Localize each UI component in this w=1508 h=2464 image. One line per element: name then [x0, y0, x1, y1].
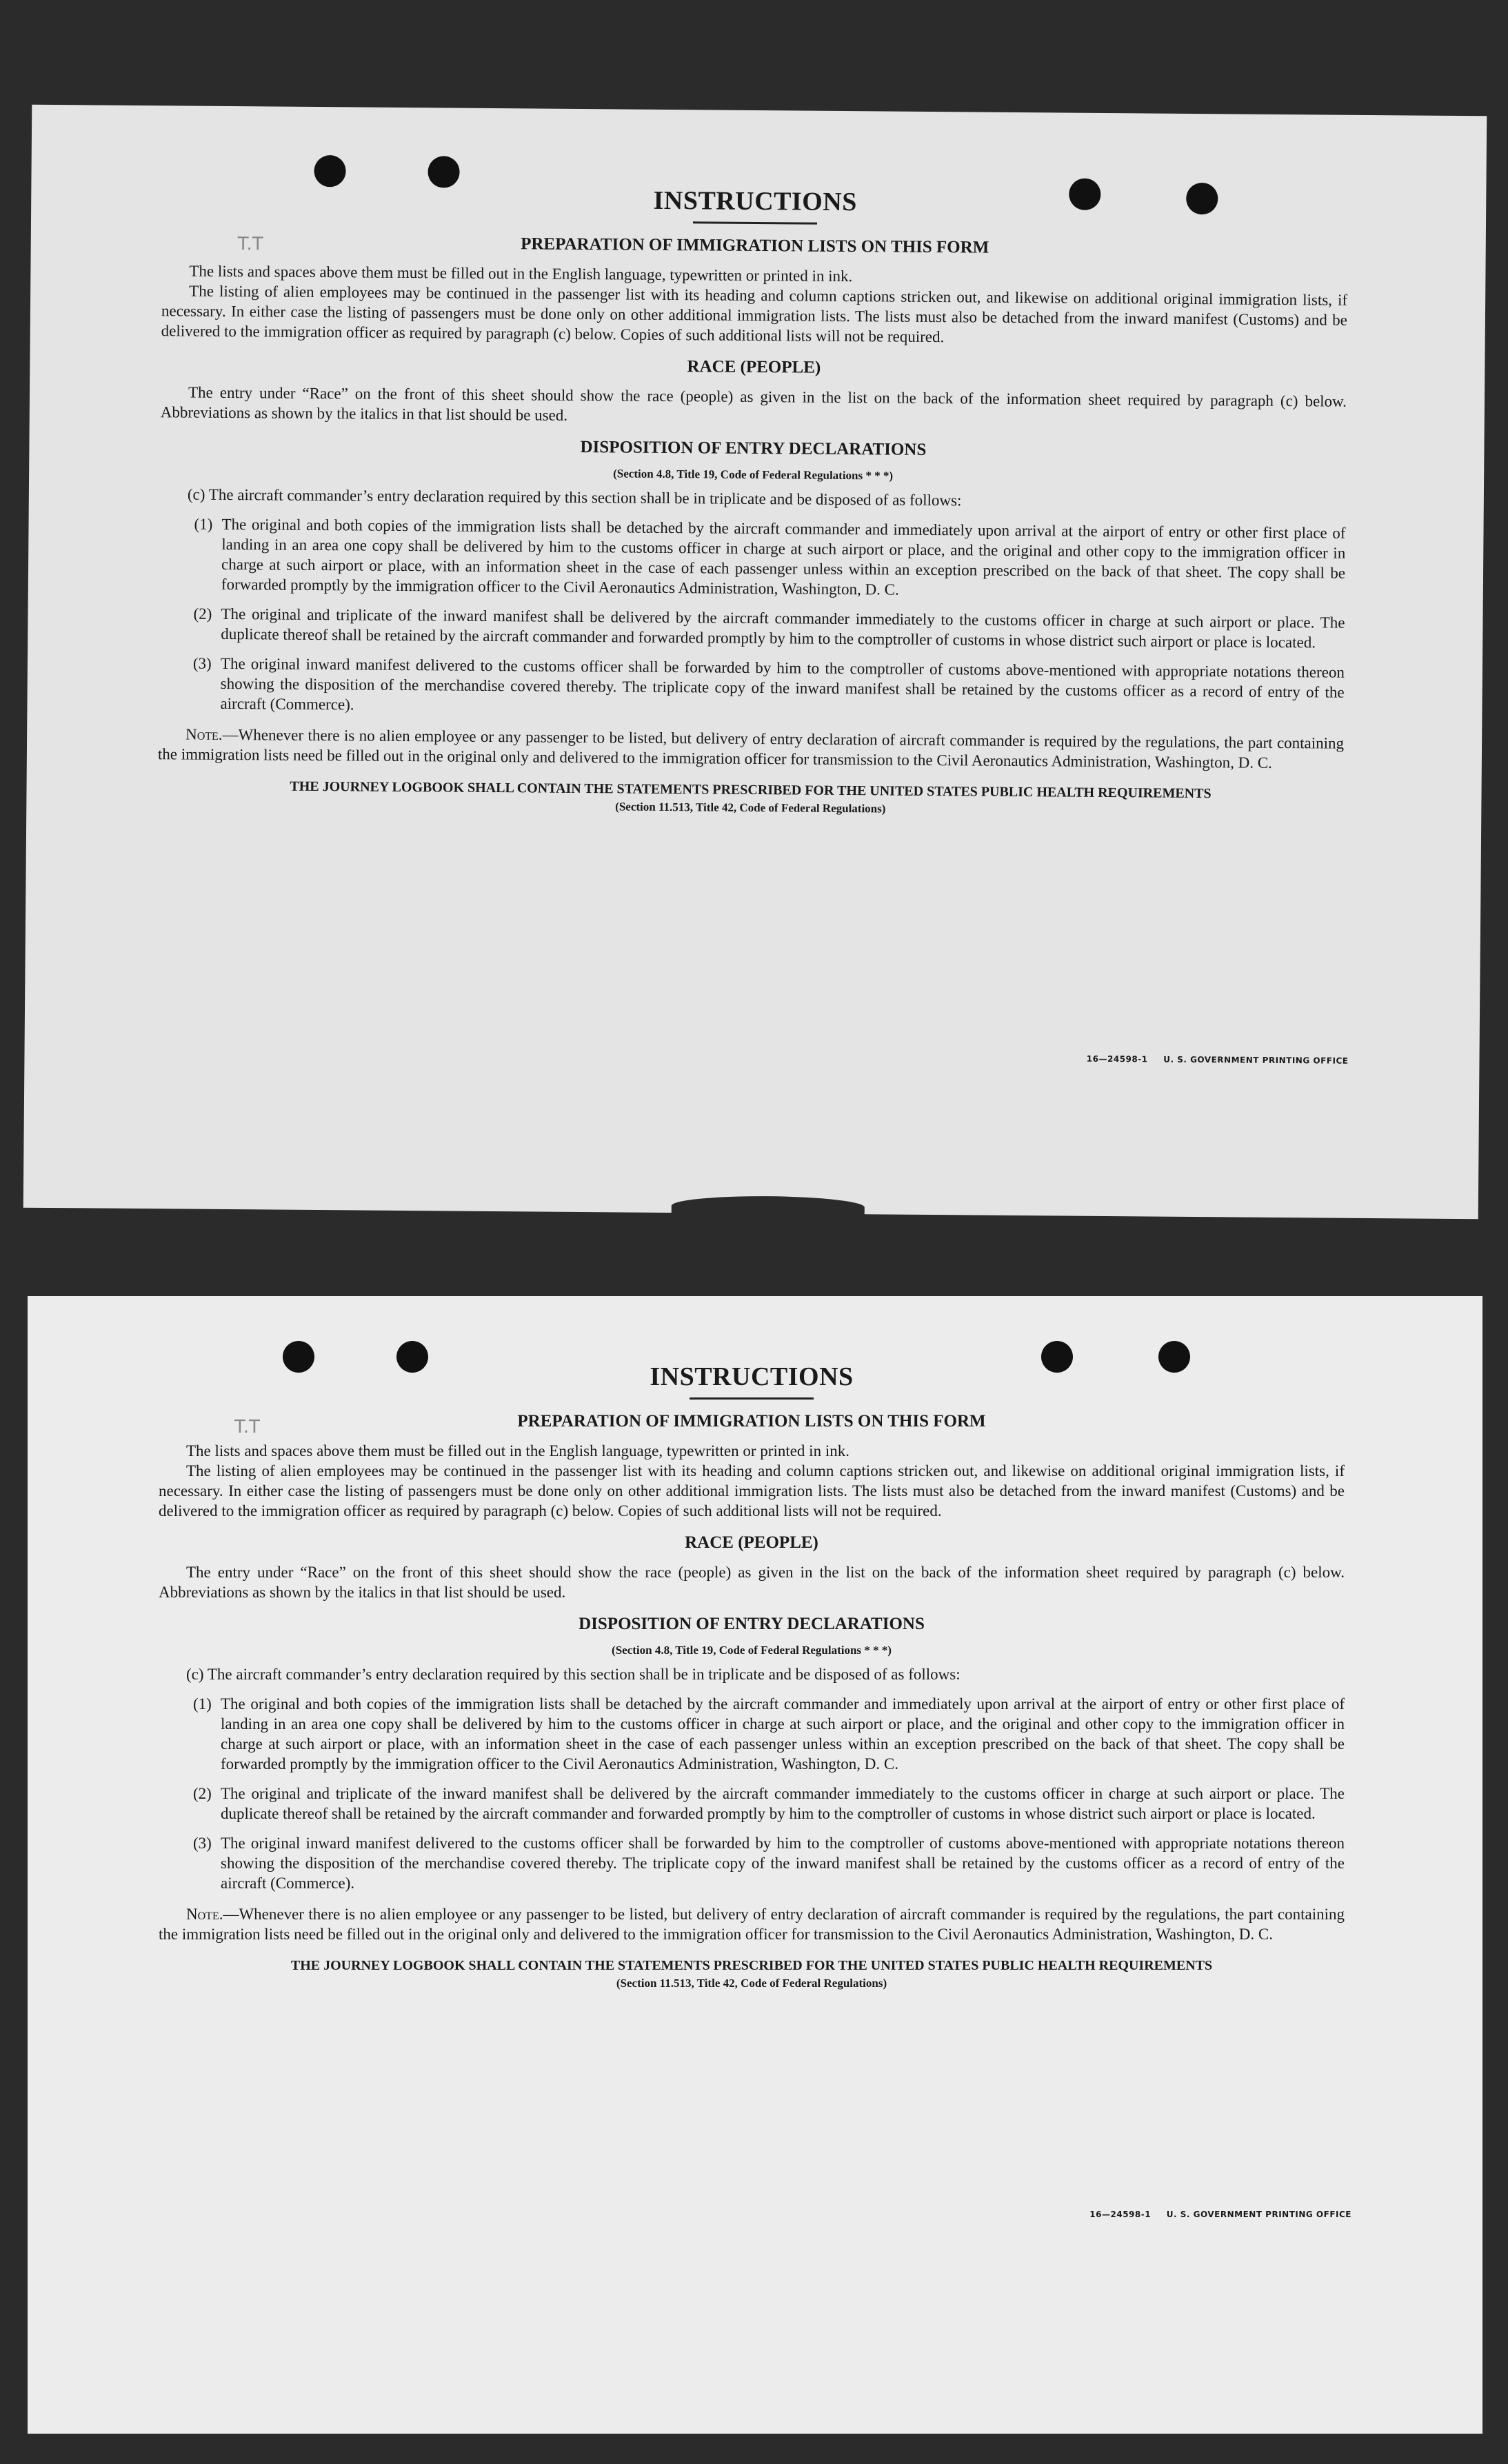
page-title: INSTRUCTIONS: [653, 185, 858, 217]
section-title: PREPARATION OF IMMIGRATION LISTS ON THIS FORM: [521, 234, 989, 257]
instructions-content: [159, 1362, 1345, 1992]
paragraph: (c) The aircraft commander’s entry declaration required by this section shall be in triplicate and be disposed of as follows:: [187, 485, 962, 509]
journey-logbook-notice: [157, 776, 1343, 822]
paragraph: (c) The aircraft commander’s entry declaration required by this section shall be in triplicate and be disposed of as follows:: [186, 1666, 961, 1683]
note-label: Note.: [185, 725, 223, 743]
page-title: INSTRUCTIONS: [650, 1362, 854, 1391]
list-item: [159, 603, 1345, 653]
handwritten-note: T.T: [237, 234, 263, 255]
torn-edge: [672, 1195, 865, 1218]
section-title: PREPARATION OF IMMIGRATION LISTS ON THIS FORM: [517, 1412, 986, 1431]
journey-reference: (Section 11.513, Title 42, Code of Federal Regulations): [615, 800, 886, 816]
note-paragraph: [158, 724, 1344, 774]
title-rule: [690, 1397, 814, 1400]
list-number: (3): [192, 654, 212, 672]
list-item: [158, 653, 1345, 723]
list-text: The original and both copies of the immigration lists shall be detached by the aircraft commander and immediately upon arrival at the airport of entry or other first place of landing in an area one copy shall be delivered by him to the customs officer in charge at such airport or place, and the original and other copy to the immigration officer in charge at such airport or place, with an information sheet in the case of each passenger unless within an exception prescribed on the back of that sheet. The copy shall be forwarded promptly by the immigration officer to the Civil Aeronautics Administration, Washington, D. C.: [221, 515, 1346, 598]
list-item: [159, 1833, 1345, 1893]
regulation-reference: (Section 4.8, Title 19, Code of Federal Regulations * * *): [612, 1644, 892, 1657]
list-text: The original and triplicate of the inward manifest shall be delivered by the aircraft commander immediately to the customs officer in charge at such airport or place. The duplicate thereof shall be retained by the aircraft commander and forwarded promptly by him to the comptroller of customs in whose district such airport or place is located.: [221, 1785, 1345, 1822]
section-title: DISPOSITION OF ENTRY DECLARATIONS: [579, 1615, 925, 1633]
printer-imprint: [1087, 1054, 1349, 1066]
paragraph: The entry under “Race” on the front of this sheet should show the race (people) as given in the list on the back of the information sheet required by paragraph (c) below. Abbreviations as shown by the italics in that list should be used.: [159, 1564, 1345, 1601]
list-item: [159, 1784, 1345, 1824]
list-number: (3): [193, 1835, 212, 1852]
handwritten-note: T.T: [234, 1417, 260, 1437]
title-rule: [693, 221, 817, 224]
note-paragraph: [159, 1904, 1345, 1944]
list-number: (1): [193, 1695, 212, 1713]
note-text: —Whenever there is no alien employee or any passenger to be listed, but delivery of entry declaration of aircraft commander is required by the regulations, the part containing the immigration lists need be filled out in the original only and delivered to the immigration officer for transmission to the Civil Aeronautics Administration, Washington, D. C.: [159, 1906, 1345, 1943]
journey-line: THE JOURNEY LOGBOOK SHALL CONTAIN THE STATEMENTS PRESCRIBED FOR THE UNITED STATES PUBLIC HEALTH REQUIREMENTS: [290, 778, 1212, 802]
form-number: 16—24598-1: [1086, 1053, 1148, 1064]
paragraph: The lists and spaces above them must be filled out in the English language, typewritten or printed in ink.: [186, 1442, 849, 1460]
note-text: —Whenever there is no alien employee or any passenger to be listed, but delivery of entry declaration of aircraft commander is required by the regulations, the part containing the immigration lists need be filled out in the original only and delivered to the immigration officer for transmission to the Civil Aeronautics Administration, Washington, D. C.: [157, 725, 1345, 771]
section-title: RACE (PEOPLE): [685, 1533, 818, 1552]
journey-reference: (Section 11.513, Title 42, Code of Federal Regulations): [616, 1977, 887, 1990]
regulation-reference: (Section 4.8, Title 19, Code of Federal Regulations * * *): [613, 467, 894, 483]
instruction-sheet-top: [23, 105, 1487, 1220]
paragraph: The entry under “Race” on the front of this sheet should show the race (people) as given in the list on the back of the information sheet required by paragraph (c) below. Abbreviations as shown by the italics in that list should be used.: [160, 383, 1347, 424]
journey-line: THE JOURNEY LOGBOOK SHALL CONTAIN THE STATEMENTS PRESCRIBED FOR THE UNITED STATES PUBLIC HEALTH REQUIREMENTS: [290, 1958, 1213, 1973]
list-text: The original inward manifest delivered to the customs officer shall be forwarded by him to the comptroller of customs above-mentioned with appropriate notations thereon showing the disposition of the merchandise covered thereby. The triplicate copy of the inward manifest shall be retained by the customs officer as a record of entry of the aircraft (Commerce).: [220, 654, 1345, 714]
list-text: The original and triplicate of the inward manifest shall be delivered by the aircraft commander immediately to the customs officer in charge at such airport or place. The duplicate thereof shall be retained by the aircraft commander and forwarded promptly by him to the comptroller of customs in whose district such airport or place is located.: [221, 605, 1345, 652]
paragraph: The listing of alien employees may be continued in the passenger list with its heading and column captions stricken out, and likewise on additional original immigration lists, if necessary. In either case the listing of passengers must be done only on other additional immigration lists. The lists must also be detached from the inward manifest (Customs) and be delivered to the immigration officer as required by paragraph (c) below. Copies of such additional lists will not be required.: [159, 1462, 1345, 1519]
paragraph: The listing of alien employees may be continued in the passenger list with its heading and column captions stricken out, and likewise on additional original immigration lists, if necessary. In either case the listing of passengers must be done only on other additional immigration lists. The lists must also be detached from the inward manifest (Customs) and be delivered to the immigration officer as required by paragraph (c) below. Copies of such additional lists will not be required.: [161, 282, 1348, 346]
list-number: (1): [194, 515, 213, 533]
instructions-content: [157, 181, 1348, 821]
list-text: The original inward manifest delivered to the customs officer shall be forwarded by him to the comptroller of customs above-mentioned with appropriate notations thereon showing the disposition of the merchandise covered thereby. The triplicate copy of the inward manifest shall be retained by the customs officer as a record of entry of the aircraft (Commerce).: [221, 1835, 1345, 1892]
note-label: Note.: [186, 1906, 223, 1923]
section-title: RACE (PEOPLE): [687, 357, 821, 377]
list-item: [159, 514, 1346, 603]
section-title: DISPOSITION OF ENTRY DECLARATIONS: [580, 438, 927, 459]
list-number: (2): [193, 605, 212, 623]
printer-name: U. S. GOVERNMENT PRINTING OFFICE: [1166, 2210, 1351, 2219]
printer-name: U. S. GOVERNMENT PRINTING OFFICE: [1163, 1054, 1349, 1066]
printer-imprint: [1089, 2210, 1351, 2219]
list-number: (2): [193, 1785, 212, 1802]
paragraph: The lists and spaces above them must be filled out in the English language, typewritten or printed in ink.: [189, 262, 853, 285]
instruction-sheet-bottom: [28, 1296, 1482, 2434]
list-text: The original and both copies of the immigration lists shall be detached by the aircraft commander and immediately upon arrival at the airport of entry or other first place of landing in an area one copy shall be delivered by him to the customs officer in charge at such airport or place, and the original and other copy to the immigration officer in charge at such airport or place, with an information sheet in the case of each passenger unless within an exception prescribed on the back of that sheet. The copy shall be forwarded promptly by the immigration officer to the Civil Aeronautics Administration, Washington, D. C.: [221, 1695, 1345, 1773]
journey-logbook-notice: [159, 1957, 1345, 1992]
list-item: [159, 1694, 1345, 1774]
form-number: 16—24598-1: [1089, 2210, 1152, 2219]
